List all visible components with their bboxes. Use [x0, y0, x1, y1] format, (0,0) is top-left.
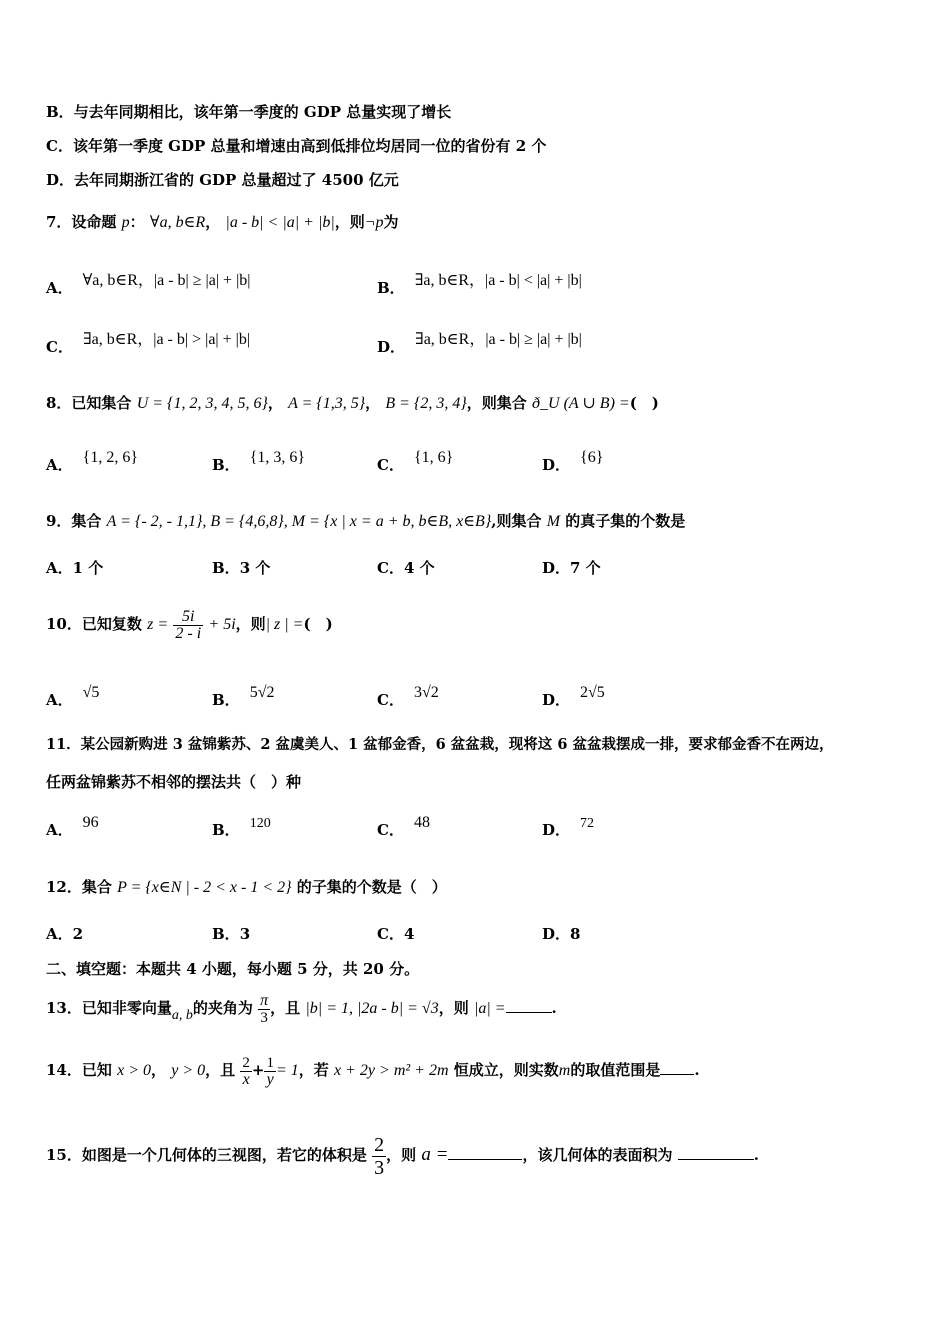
q12-option-c: C．4 — [377, 925, 415, 943]
q8-option-b: B． {1, 3, 6} — [212, 449, 306, 474]
q15-area-answer-blank[interactable] — [678, 1145, 754, 1160]
q7-option-a: A． ∀a, b∈R，|a - b| ≥ |a| + |b| — [46, 272, 251, 297]
q15-volume-fraction: $\frac{2}{3}$ — [374, 1133, 385, 1179]
question-12: 12．集合 P = {x∈N | - 2 < x - 1 < 2} 的子集的个数是（ ） — [46, 878, 447, 896]
q9-option-a: A．1 个 — [46, 559, 104, 577]
question-8: 8．已知集合 U = {1, 2, 3, 4, 5, 6}， A = {1,3, 5}， B = {2, 3, 4}，则集合 ð_U (A ∪ B) =( ) — [46, 394, 659, 412]
q6-option-d: D．去年同期浙江省的 GDP 总量超过了 4500 亿元 — [46, 171, 399, 189]
q9-option-b: B．3 个 — [212, 559, 271, 577]
question-11-line-1: 11．某公园新购进 3 盆锦紫苏、2 盆虞美人、1 盆郁金香，6 盆盆栽，现将这 6 盆盆栽摆成一排，要求郁金香不在两边， — [46, 736, 834, 753]
q11-option-a: A． 96 — [46, 814, 99, 839]
q14-answer-blank[interactable] — [660, 1060, 694, 1075]
q8-option-c: C． {1, 6} — [377, 449, 454, 474]
q7-option-d: D． ∃a, b∈R，|a - b| ≥ |a| + |b| — [377, 331, 582, 356]
q11-option-d: D． 72 — [542, 816, 595, 839]
q11-option-c: C． 48 — [377, 814, 430, 839]
q7-option-b: B． ∃a, b∈R，|a - b| < |a| + |b| — [377, 272, 582, 297]
q8-option-d: D． {6} — [542, 449, 604, 474]
q12-option-d: D．8 — [542, 925, 581, 943]
q13-angle-fraction: $\frac{\pi}{3}$ — [260, 991, 269, 1026]
q14-equation: $\frac{2}{x}$ + $\frac{1}{y}$ = 1 — [242, 1054, 299, 1088]
section-2-heading: 二、填空题：本题共 4 小题，每小题 5 分，共 20 分。 — [46, 960, 420, 978]
question-9: 9．集合 A = {- 2, - 1,1}, B = {4,6,8}, M = {x | x = a + b, b∈B, x∈B},则集合 M 的真子集的个数是 — [46, 512, 686, 530]
q8-option-a: A． {1, 2, 6} — [46, 449, 138, 474]
q6-option-b: B．与去年同期相比，该年第一季度的 GDP 总量实现了增长 — [46, 103, 452, 121]
q6-option-c: C．该年第一季度 GDP 总量和增速由高到低排位均居同一位的省份有 2 个 — [46, 137, 547, 155]
question-10: 10．已知复数 z = $\frac{5i}{2 - i}$ + 5i，则| z | =( ) — [46, 607, 333, 642]
q11-option-b: B． 120 — [212, 816, 271, 839]
q10-fraction: $\frac{5i}{2 - i}$ — [175, 607, 202, 642]
q12-option-b: B．3 — [212, 925, 251, 943]
q9-option-d: D．7 个 — [542, 559, 601, 577]
q9-option-c: C．4 个 — [377, 559, 435, 577]
q7-option-c: C． ∃a, b∈R，|a - b| > |a| + |b| — [46, 331, 251, 356]
q10-option-a: A． √5 — [46, 684, 100, 709]
q10-option-d: D． 2√5 — [542, 684, 605, 709]
q10-option-c: C． 3√2 — [377, 684, 439, 709]
question-7: 7．设命题 p： ∀a, b∈R， |a - b| < |a| + |b|，则¬p为 — [46, 213, 399, 231]
q15-a-answer-blank[interactable] — [448, 1145, 522, 1160]
q10-option-b: B． 5√2 — [212, 684, 275, 709]
question-15: 15．如图是一个几何体的三视图，若它的体积是 $\frac{2}{3}$ ，则 a = ，该几何体的表面积为 . — [46, 1133, 759, 1179]
question-11-line-2: 任两盆锦紫苏不相邻的摆法共（ ）种 — [46, 773, 302, 791]
q12-option-a: A．2 — [46, 925, 84, 943]
q13-answer-blank[interactable] — [506, 998, 552, 1013]
question-14: 14．已知 x > 0， y > 0，且 $\frac{2}{x}$ + $\frac{1}{y}$ = 1，若 x + 2y > m² + 2m 恒成立，则实数m的取值范围是 . — [46, 1054, 700, 1088]
question-13: 13．已知非零向量a, b的夹角为 $\frac{\pi}{3}$ ，且 |b| = 1, |2a - b| = √3，则 |a| = . — [46, 991, 557, 1026]
